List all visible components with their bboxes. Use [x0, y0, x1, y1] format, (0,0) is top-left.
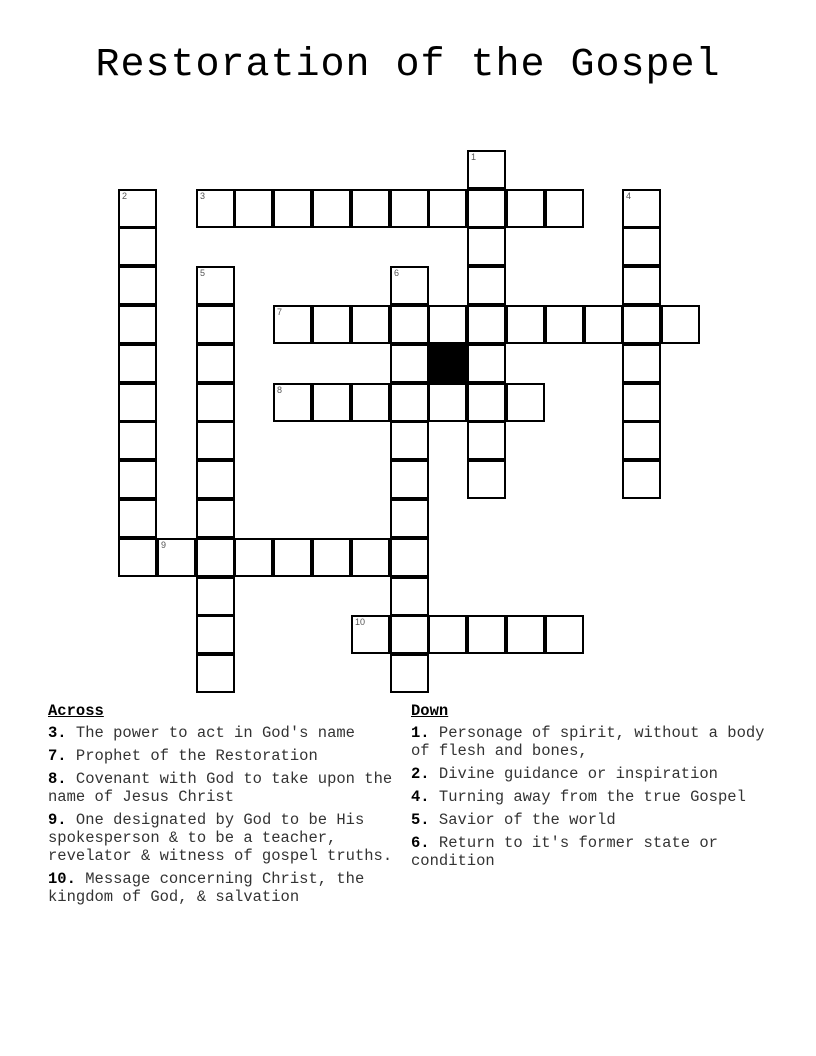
crossword-cell[interactable]: [584, 305, 623, 344]
crossword-cell[interactable]: [196, 499, 235, 538]
crossword-cell[interactable]: [622, 305, 661, 344]
crossword-cell[interactable]: [467, 421, 506, 460]
clue-text: Message concerning Christ, the kingdom of God, & salvation: [48, 870, 365, 906]
clue-number: 7.: [48, 747, 67, 765]
down-clue-6: [411, 834, 771, 870]
crossword-cell[interactable]: [234, 538, 273, 577]
crossword-cell[interactable]: [506, 615, 545, 654]
crossword-cell[interactable]: [467, 189, 506, 228]
crossword-cell[interactable]: [467, 615, 506, 654]
clue-text: Personage of spirit, without a body of flesh and bones,: [411, 724, 765, 760]
crossword-black-cell: [428, 344, 467, 383]
crossword-cell[interactable]: [196, 266, 235, 305]
puzzle-title: Restoration of the Gospel: [95, 43, 721, 88]
crossword-cell[interactable]: [467, 266, 506, 305]
crossword-cell[interactable]: [506, 189, 545, 228]
crossword-cell[interactable]: [196, 421, 235, 460]
across-clues: [48, 702, 408, 911]
cell-number: 10: [355, 617, 366, 627]
crossword-cell[interactable]: [428, 189, 467, 228]
down-clues: [411, 702, 771, 875]
crossword-cell[interactable]: [196, 460, 235, 499]
crossword-cell[interactable]: [506, 383, 545, 422]
crossword-cell[interactable]: [545, 615, 584, 654]
crossword-cell[interactable]: [312, 189, 351, 228]
crossword-cell[interactable]: [118, 227, 157, 266]
clue-number: 4.: [411, 788, 430, 806]
across-clue-10: [48, 870, 408, 906]
clue-number: 10.: [48, 870, 76, 888]
crossword-cell[interactable]: [467, 460, 506, 499]
crossword-cell[interactable]: [196, 538, 235, 577]
clue-number: 5.: [411, 811, 430, 829]
clue-text: Covenant with God to take upon the name of Jesus Christ: [48, 770, 393, 806]
clue-number: 3.: [48, 724, 67, 742]
crossword-cell[interactable]: [196, 344, 235, 383]
crossword-cell[interactable]: [390, 460, 429, 499]
down-clue-1: [411, 724, 771, 760]
crossword-cell[interactable]: [467, 150, 506, 189]
crossword-cell[interactable]: [118, 460, 157, 499]
cell-number: 4: [626, 191, 632, 201]
crossword-cell[interactable]: [351, 538, 390, 577]
cell-number: 6: [394, 268, 400, 278]
cell-number: 8: [277, 385, 283, 395]
crossword-cell[interactable]: [622, 266, 661, 305]
down-clue-2: [411, 765, 771, 783]
crossword-cell[interactable]: [390, 577, 429, 616]
crossword-cell[interactable]: [622, 421, 661, 460]
crossword-cell[interactable]: [273, 305, 312, 344]
crossword-cell[interactable]: [118, 344, 157, 383]
clue-text: The power to act in God's name: [75, 724, 355, 742]
crossword-cell[interactable]: [390, 189, 429, 228]
crossword-cell[interactable]: [545, 189, 584, 228]
crossword-cell[interactable]: [312, 305, 351, 344]
across-clue-8: [48, 770, 408, 806]
clue-number: 8.: [48, 770, 67, 788]
crossword-cell[interactable]: [622, 189, 661, 228]
cell-number: 5: [200, 268, 206, 278]
crossword-cell[interactable]: [390, 344, 429, 383]
across-clue-9: [48, 811, 408, 865]
clue-text: Divine guidance or inspiration: [438, 765, 718, 783]
crossword-cell[interactable]: [118, 421, 157, 460]
crossword-cell[interactable]: [428, 383, 467, 422]
down-heading: Down: [411, 702, 449, 720]
crossword-cell[interactable]: [351, 189, 390, 228]
crossword-cell[interactable]: [545, 305, 584, 344]
crossword-cell[interactable]: [661, 305, 700, 344]
crossword-cell[interactable]: [622, 344, 661, 383]
crossword-cell[interactable]: [390, 615, 429, 654]
clue-text: Turning away from the true Gospel: [438, 788, 746, 806]
crossword-cell[interactable]: [118, 538, 157, 577]
clue-text: Return to it's former state or condition: [411, 834, 718, 870]
crossword-cell[interactable]: [196, 654, 235, 693]
crossword-cell[interactable]: [196, 577, 235, 616]
crossword-cell[interactable]: [196, 189, 235, 228]
crossword-cell[interactable]: [467, 383, 506, 422]
crossword-cell[interactable]: [467, 227, 506, 266]
crossword-cell[interactable]: [622, 460, 661, 499]
crossword-cell[interactable]: [506, 305, 545, 344]
across-clue-3: [48, 724, 408, 742]
crossword-cell[interactable]: [622, 383, 661, 422]
crossword-cell[interactable]: [273, 538, 312, 577]
across-heading: Across: [48, 702, 104, 720]
across-clue-7: [48, 747, 408, 765]
clue-number: 6.: [411, 834, 430, 852]
crossword-cell[interactable]: [622, 227, 661, 266]
clue-text: One designated by God to be His spokesperson & to be a teacher, revelator & witness of gospel truths.: [48, 811, 393, 865]
crossword-cell[interactable]: [351, 383, 390, 422]
crossword-cell[interactable]: [196, 615, 235, 654]
down-clue-4: [411, 788, 771, 806]
crossword-cell[interactable]: [118, 499, 157, 538]
crossword-cell[interactable]: [428, 615, 467, 654]
crossword-cell[interactable]: [196, 305, 235, 344]
crossword-cell[interactable]: [390, 305, 429, 344]
clue-number: 1.: [411, 724, 430, 742]
crossword-cell[interactable]: [118, 266, 157, 305]
crossword-cell[interactable]: [157, 538, 196, 577]
crossword-cell[interactable]: [351, 305, 390, 344]
cell-number: 2: [122, 191, 128, 201]
cell-number: 9: [161, 540, 167, 550]
cell-number: 1: [471, 152, 477, 162]
clue-number: 9.: [48, 811, 67, 829]
crossword-cell[interactable]: [390, 654, 429, 693]
crossword-cell[interactable]: [467, 344, 506, 383]
cell-number: 3: [200, 191, 206, 201]
crossword-cell[interactable]: [312, 538, 351, 577]
crossword-cell[interactable]: [273, 189, 312, 228]
crossword-cell[interactable]: [390, 383, 429, 422]
crossword-cell[interactable]: [351, 615, 390, 654]
crossword-cell[interactable]: [196, 383, 235, 422]
clue-text: Prophet of the Restoration: [75, 747, 318, 765]
cell-number: 7: [277, 307, 283, 317]
clue-text: Savior of the world: [438, 811, 616, 829]
crossword-cell[interactable]: [390, 421, 429, 460]
clue-number: 2.: [411, 765, 430, 783]
crossword-cell[interactable]: [467, 305, 506, 344]
crossword-cell[interactable]: [390, 499, 429, 538]
crossword-cell[interactable]: [234, 189, 273, 228]
crossword-cell[interactable]: [118, 383, 157, 422]
crossword-cell[interactable]: [312, 383, 351, 422]
crossword-cell[interactable]: [390, 538, 429, 577]
down-clue-5: [411, 811, 771, 829]
crossword-cell[interactable]: [428, 305, 467, 344]
crossword-cell[interactable]: [118, 305, 157, 344]
crossword-cell[interactable]: [118, 189, 157, 228]
crossword-cell[interactable]: [273, 383, 312, 422]
crossword-cell[interactable]: [390, 266, 429, 305]
